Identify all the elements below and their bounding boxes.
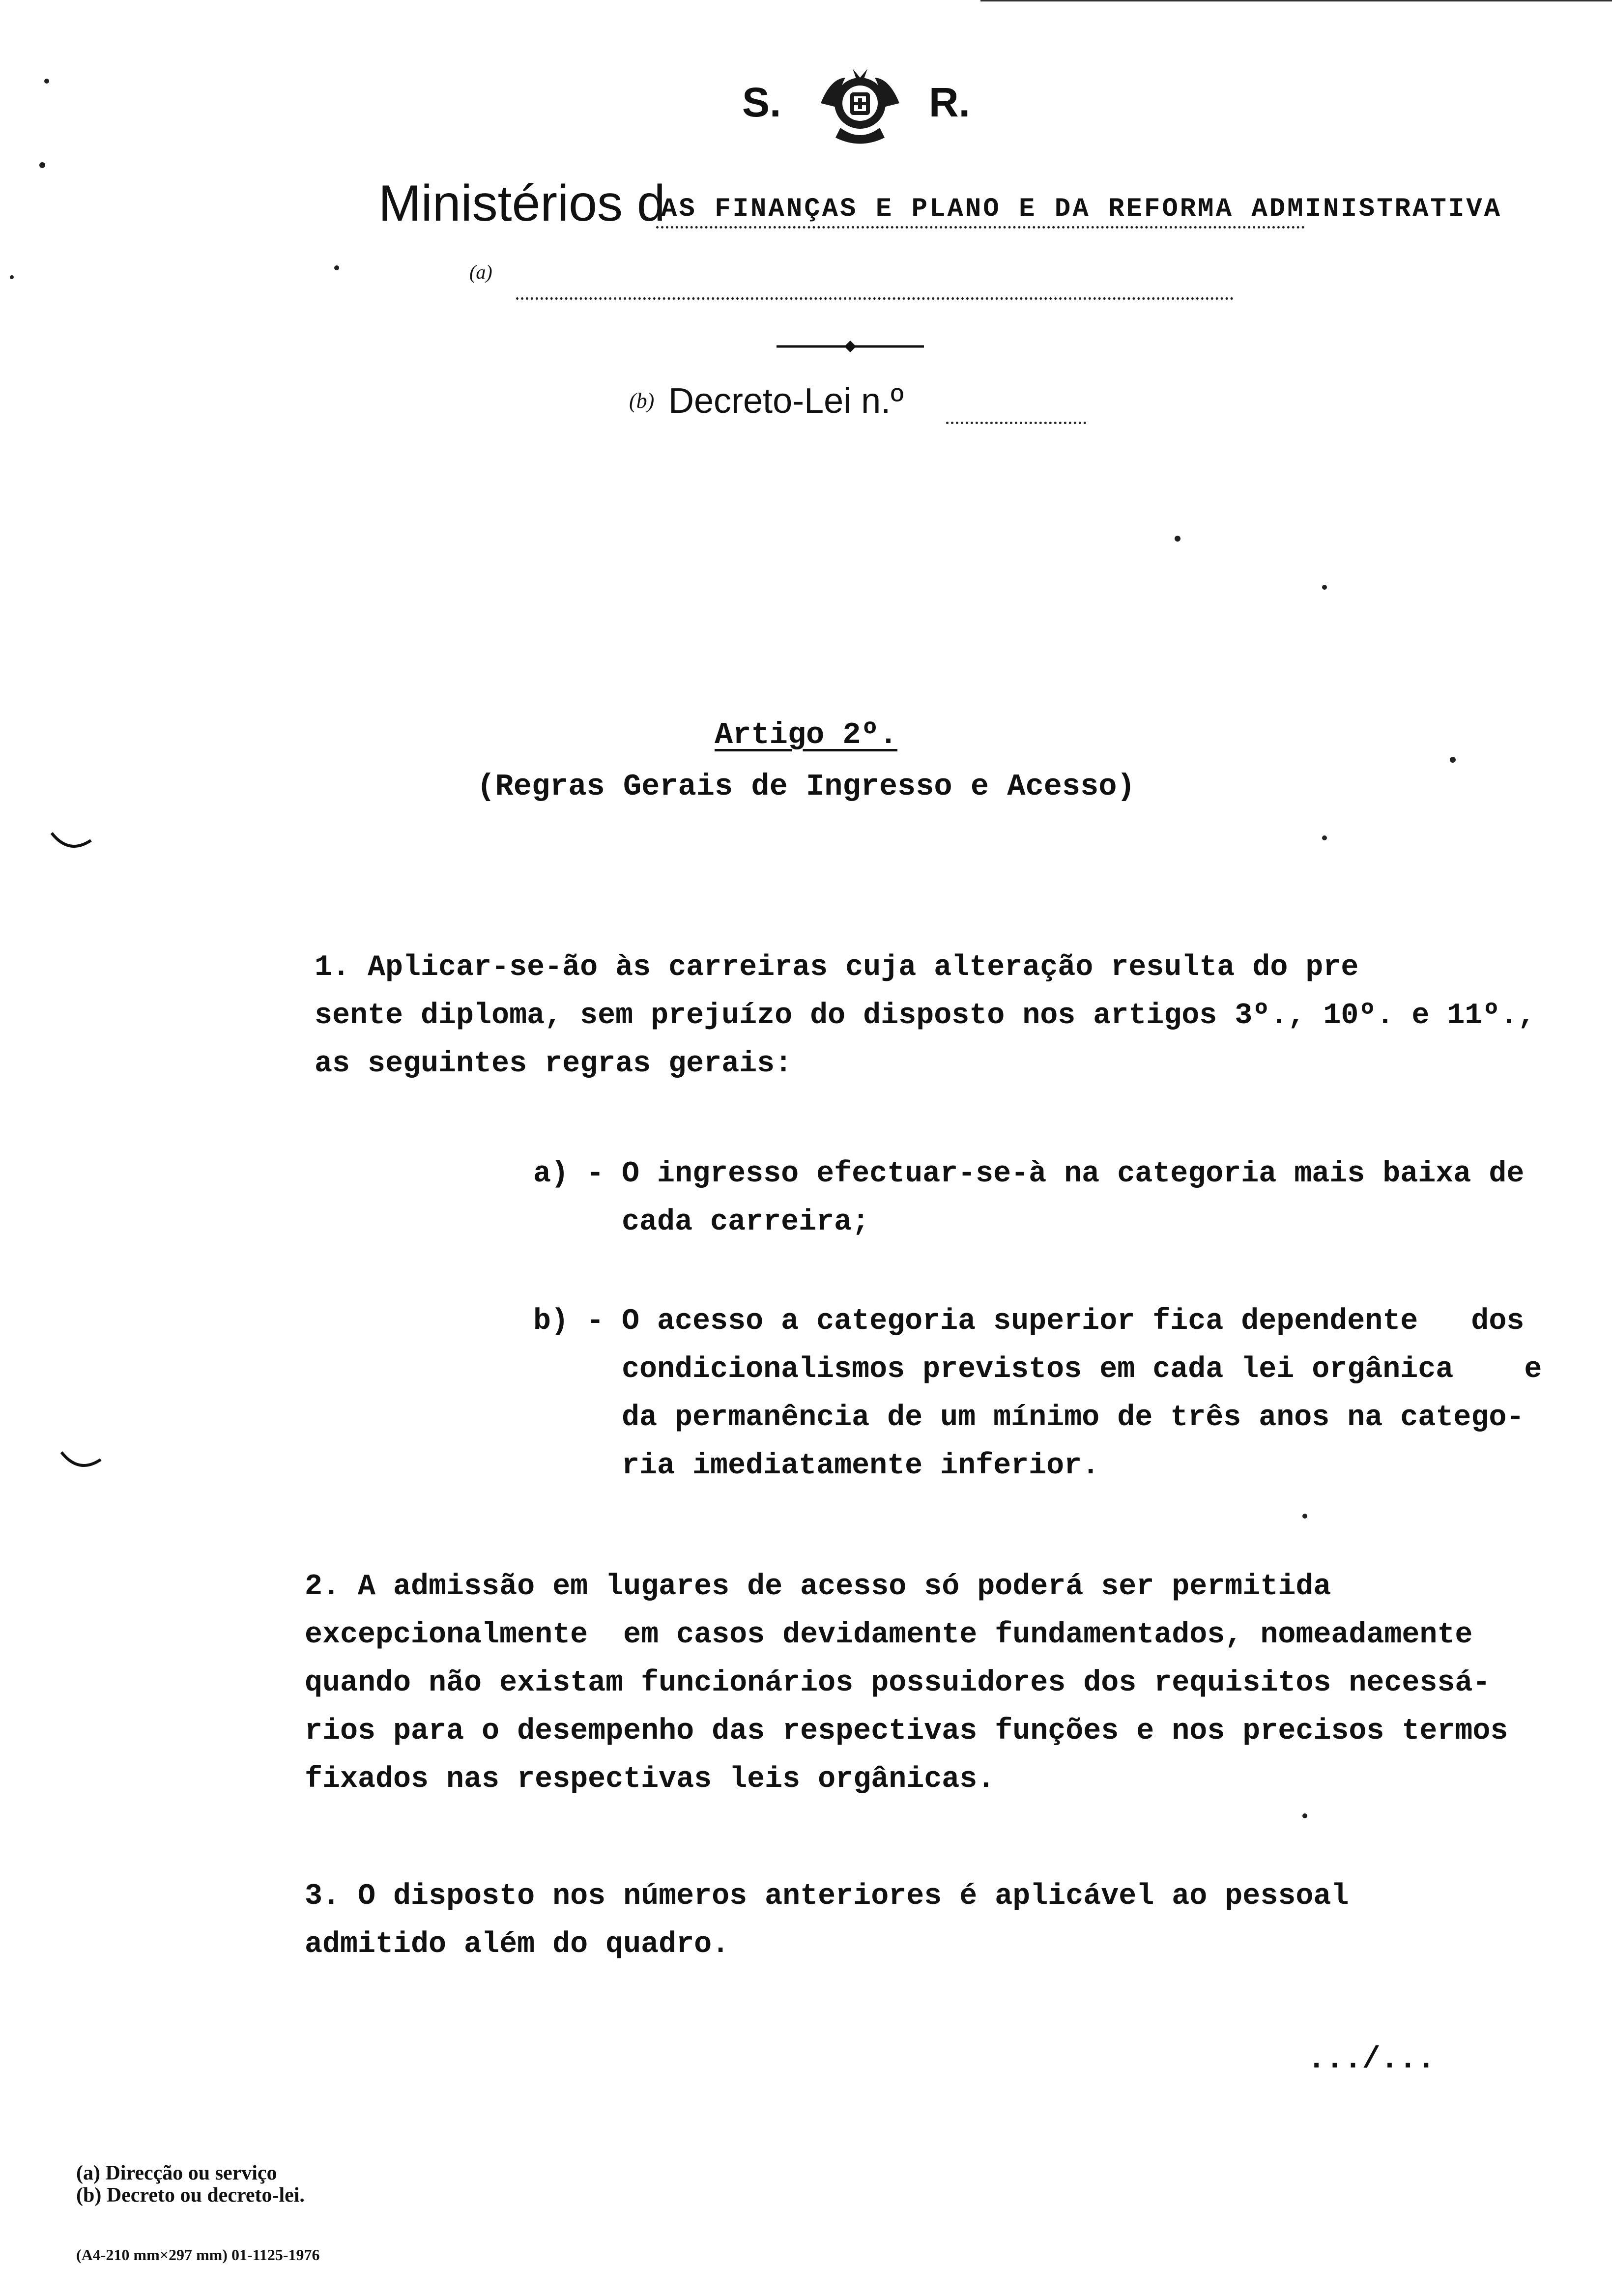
- paragraph-3: 3. O disposto nos números anteriores é aplicável ao pessoal admitido além do quadro.: [305, 1880, 1349, 1961]
- decree-label: Decreto-Lei n.º: [668, 381, 904, 421]
- list-item-b: b) - O acesso a categoria superior fica dependente dos condicionalismos previstos em cada lei orgânica e da permanência de um mínimo de três anos na catego- ria imediatamente inferior.: [533, 1305, 1542, 1483]
- scan-speck: [1450, 757, 1456, 763]
- service-dotted-line: [516, 297, 1234, 300]
- scan-mark: [49, 831, 93, 855]
- scan-speck: [1322, 835, 1327, 840]
- top-edge-rule: [980, 0, 1612, 1]
- paragraph-1: 1. Aplicar-se-ão às carreiras cuja alteração resulta do pre sente diploma, sem prejuízo do disposto nos artigos 3º., 10º. e 11º., as seguintes regras gerais:: [315, 951, 1536, 1081]
- scan-speck: [44, 79, 49, 84]
- paragraph-2: 2. A admissão em lugares de acesso só poderá ser permitida excepcionalmente em casos devidamente fundamentados, nomeadamente quando não existam funcionários possuidores dos requisitos necessá- rios para o desempenho das respectivas funções e nos precisos termos fixados nas respectivas leis orgânicas.: [305, 1570, 1508, 1796]
- continuation-mark: .../...: [1307, 2042, 1436, 2077]
- ministry-prefix: Ministérios d: [378, 175, 665, 232]
- note-b-marker: (b): [629, 389, 655, 413]
- form-reference: (A4-210 mm×297 mm) 01-1125-1976: [76, 2246, 320, 2264]
- scan-speck: [1302, 1514, 1307, 1519]
- footnote-a: (a) Direcção ou serviço: [76, 2162, 277, 2184]
- scan-speck: [10, 275, 14, 279]
- footnote-b: (b) Decreto ou decreto-lei.: [76, 2184, 305, 2207]
- article-title-text: Artigo 2º.: [714, 718, 898, 752]
- scan-mark: [59, 1450, 103, 1474]
- ministry-name-typed: AS FINANÇAS E PLANO E DA REFORMA ADMINISTRATIVA: [661, 194, 1502, 224]
- article-subtitle: (Regras Gerais de Ingresso e Acesso): [477, 769, 1135, 804]
- header-letter-r: R.: [929, 79, 970, 125]
- decree-number-dotted-line: [946, 422, 1086, 424]
- scan-speck: [39, 162, 45, 168]
- scan-speck: [1302, 1813, 1307, 1818]
- scan-speck: [1322, 585, 1327, 590]
- scan-speck: [1175, 536, 1180, 542]
- header-letter-s: S.: [742, 79, 781, 125]
- coat-of-arms-emblem: [811, 64, 909, 147]
- article-title: [0, 718, 1612, 752]
- note-a-marker: (a): [469, 261, 492, 283]
- ornamental-divider: [777, 339, 924, 354]
- ministry-dotted-line: [656, 226, 1305, 229]
- scan-speck: [334, 265, 339, 270]
- list-item-a: a) - O ingresso efectuar-se-à na categoria mais baixa de cada carreira;: [533, 1157, 1525, 1239]
